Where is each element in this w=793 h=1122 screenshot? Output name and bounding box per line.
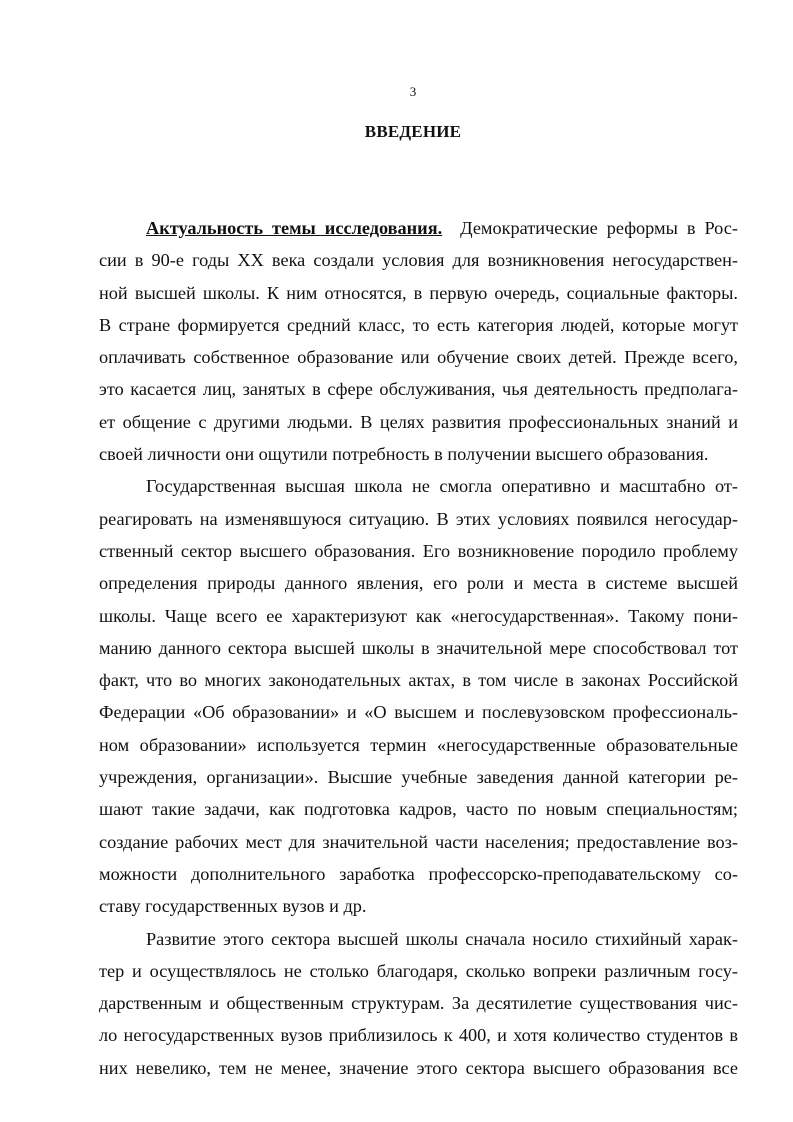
section-lead: Актуальность темы исследования.: [146, 218, 443, 238]
paragraph-1-line-1: [99, 212, 738, 244]
paragraph-2-line-3: ственный сектор высшего образования. Его возникновение породило проблему: [99, 540, 738, 561]
paragraph-2-line-8: Федерации «Об образовании» и «О высшем и послевузовском профессиональ-: [99, 702, 738, 723]
paragraph-2-line-14: ставу государственных вузов и др.: [99, 896, 367, 917]
paragraph-3-line-3: дарственным и общественным структурам. За десятилетие существования чис-: [99, 993, 738, 1014]
paragraph-2-line-1: Государственная высшая школа не смогла оперативно и масштабно от-: [146, 476, 738, 497]
paragraph-1-line-8: своей личности они ощутили потребность в получении высшего образования.: [99, 444, 709, 465]
paragraph-2-line-6: манию данного сектора высшей школы в значительной мере способствовал тот: [99, 637, 738, 658]
paragraph-1-line-4: В стране формируется средний класс, то есть категория людей, которые могут: [99, 314, 738, 335]
paragraph-2-line-11: шают такие задачи, как подготовка кадров, часто по новым специальностям;: [99, 799, 738, 820]
paragraph-2-line-12: создание рабочих мест для значительной части населения; предоставление воз-: [99, 831, 738, 852]
paragraph-1-line-3: ной высшей школы. К ним относятся, в первую очередь, социальные факторы.: [99, 282, 738, 303]
paragraph-2-line-13: можности дополнительного заработка профессорско-преподавательскому со-: [99, 863, 738, 884]
paragraph-2-line-7: факт, что во многих законодательных актах, в том числе в законах Российской: [99, 670, 738, 691]
paragraph-1-line-7: ет общение с другими людьми. В целях развития профессиональных знаний и: [99, 411, 738, 432]
paragraph-2-line-10: учреждения, организации». Высшие учебные заведения данной категории ре-: [99, 767, 738, 788]
paragraph-3-line-1: Развитие этого сектора высшей школы сначала носило стихийный харак-: [146, 928, 738, 949]
paragraph-2-line-5: школы. Чаще всего ее характеризуют как «негосударственная». Такому пони-: [99, 605, 738, 626]
paragraph-3-line-2: тер и осуществлялось не столько благодаря, сколько вопреки различным госу-: [99, 960, 738, 981]
paragraph-2-line-2: реагировать на изменявшуюся ситуацию. В этих условиях появился негосудар-: [99, 508, 738, 529]
paragraph-1-line-2: сии в 90-е годы XX века создали условия для возникновения негосударствен-: [99, 250, 738, 271]
paragraph-2-line-9: ном образовании» используется термин «негосударственные образовательные: [99, 734, 738, 755]
document-body: [99, 212, 738, 1084]
line-text: Демократические реформы в Рос-: [460, 218, 738, 238]
paragraph-3-line-4: ло негосударственных вузов приблизилось к 400, и хотя количество студентов в: [99, 1025, 738, 1046]
paragraph-1-line-5: оплачивать собственное образование или обучение своих детей. Прежде всего,: [99, 347, 738, 368]
page-number: 3: [409, 84, 417, 99]
paragraph-2-line-4: определения природы данного явления, его роли и места в системе высшей: [99, 573, 738, 594]
page-title: ВВЕДЕНИЕ: [364, 122, 462, 141]
paragraph-3-line-5: них невелико, тем не менее, значение этого сектора высшего образования все: [99, 1057, 738, 1078]
paragraph-1-line-6: это касается лиц, занятых в сфере обслуживания, чья деятельность предполага-: [99, 379, 738, 400]
